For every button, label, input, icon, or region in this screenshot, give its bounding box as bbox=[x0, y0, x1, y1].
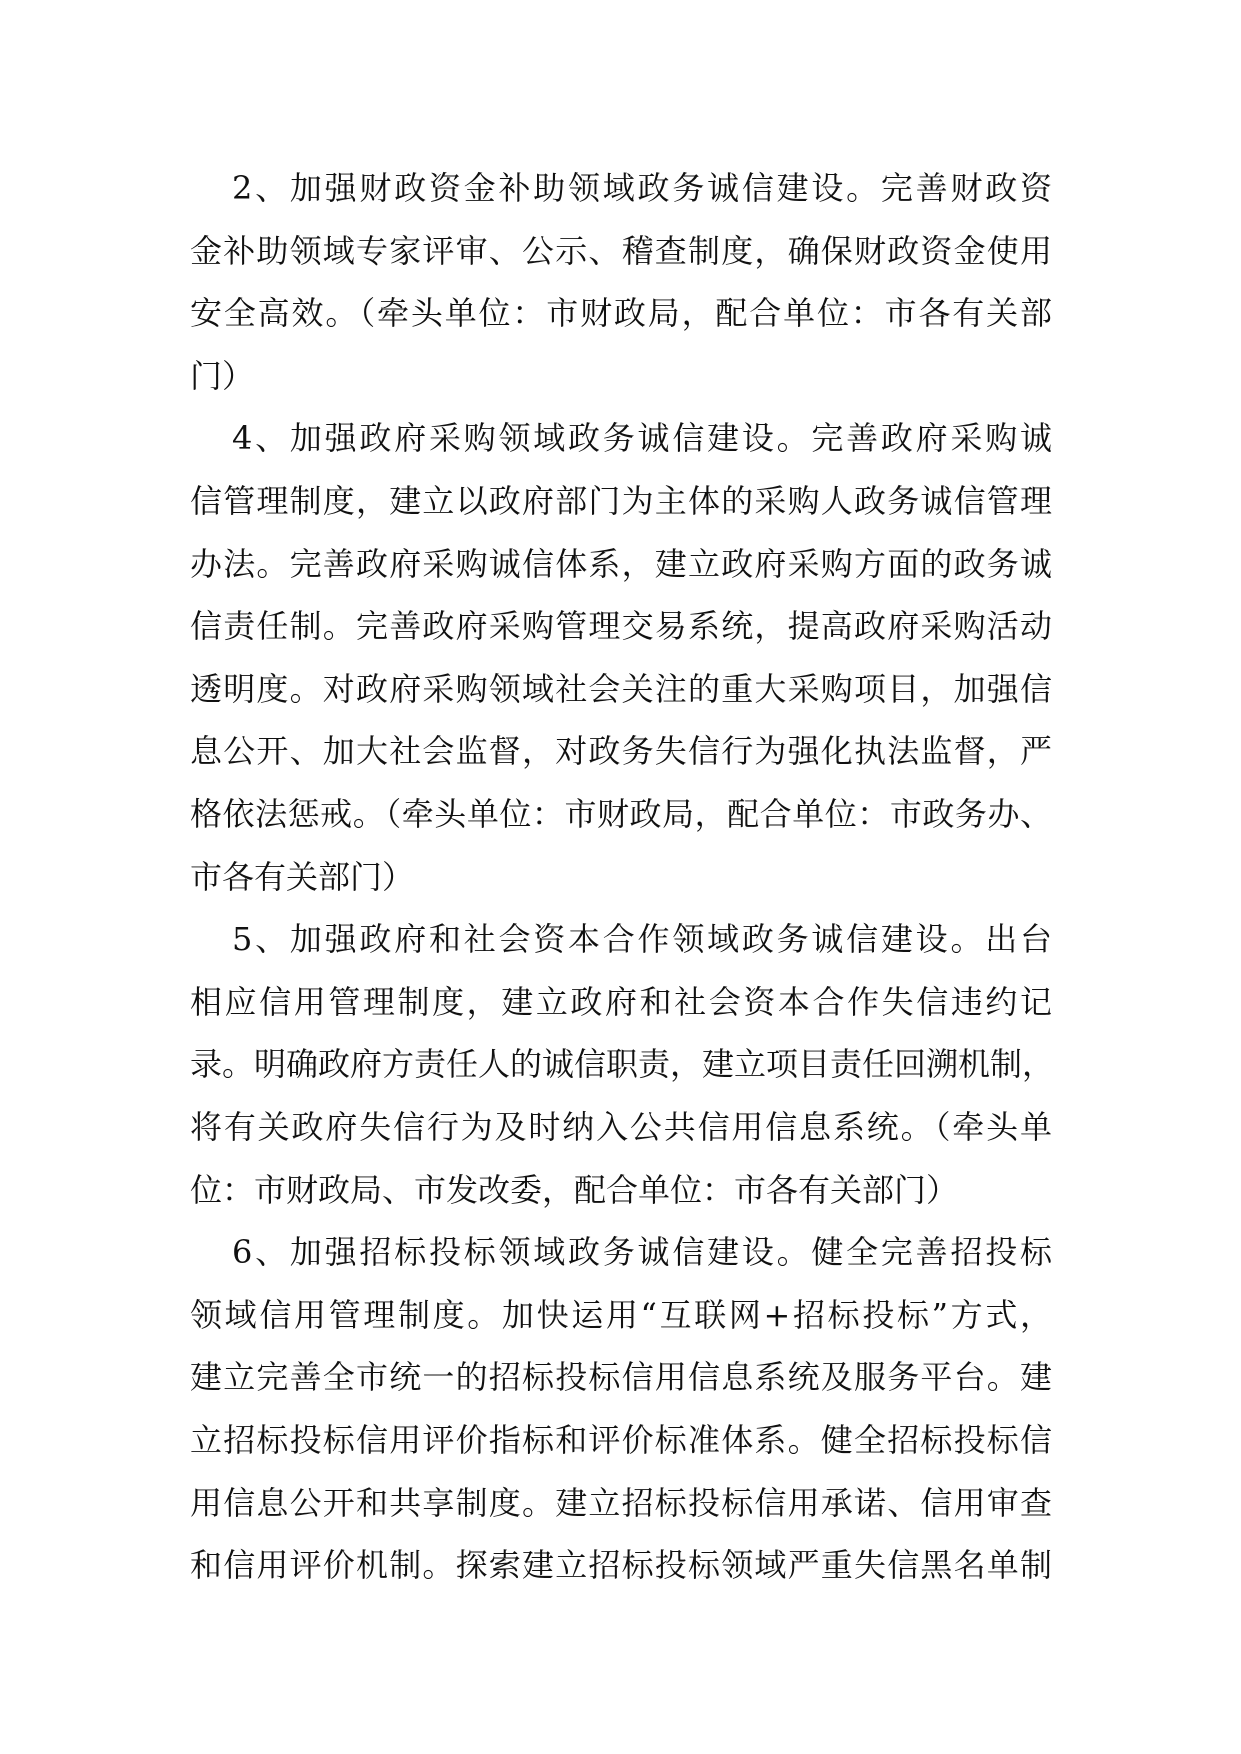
paragraph-line: 安全高效。（牵头单位：市财政局，配合单位：市各有关部 bbox=[190, 294, 1052, 333]
paragraph-line: 办法。完善政府采购诚信体系，建立政府采购方面的政务诚 bbox=[190, 544, 1052, 583]
paragraph-line: 建立完善全市统一的招标投标信用信息系统及服务平台。建 bbox=[190, 1358, 1052, 1397]
paragraph-heading-line: 2、加强财政资金补助领域政务诚信建设。完善财政资 bbox=[232, 169, 1052, 207]
paragraph-line: 用信息公开和共享制度。建立招标投标信用承诺、信用审查 bbox=[190, 1483, 1052, 1522]
paragraph-line: 信管理制度，建立以政府部门为主体的采购人政务诚信管理 bbox=[190, 482, 1052, 520]
paragraph-line: 相应信用管理制度，建立政府和社会资本合作失信违约记 bbox=[190, 982, 1052, 1021]
paragraph-line: 透明度。对政府采购领域社会关注的重大采购项目，加强信 bbox=[190, 669, 1052, 708]
paragraph-heading-line: 6、加强招标投标领域政务诚信建设。健全完善招投标 bbox=[232, 1233, 1052, 1272]
paragraph-line: 门） bbox=[190, 356, 255, 395]
paragraph-line: 信责任制。完善政府采购管理交易系统，提高政府采购活动 bbox=[190, 607, 1052, 646]
paragraph-line: 息公开、加大社会监督，对政务失信行为强化执法监督，严 bbox=[190, 732, 1052, 771]
paragraph-line: 将有关政府失信行为及时纳入公共信用信息系统。（牵头单 bbox=[190, 1108, 1052, 1146]
paragraph-heading-line: 4、加强政府采购领域政务诚信建设。完善政府采购诚 bbox=[232, 419, 1052, 458]
paragraph-line: 位：市财政局、市发改委，配合单位：市各有关部门） bbox=[190, 1170, 959, 1209]
paragraph-heading-line: 5、加强政府和社会资本合作领域政务诚信建设。出台 bbox=[232, 920, 1052, 959]
paragraph-line: 录。明确政府方责任人的诚信职责，建立项目责任回溯机制， bbox=[190, 1045, 1055, 1084]
paragraph-line: 金补助领域专家评审、公示、稽查制度，确保财政资金使用 bbox=[190, 231, 1052, 270]
paragraph-line: 格依法惩戒。（牵头单位：市财政局，配合单位：市政务办、 bbox=[190, 795, 1052, 833]
paragraph-line: 领域信用管理制度。加快运用“互联网+招标投标”方式， bbox=[190, 1295, 1052, 1334]
paragraph-line: 市各有关部门） bbox=[190, 857, 415, 896]
paragraph-line: 和信用评价机制。探索建立招标投标领域严重失信黑名单制 bbox=[190, 1546, 1052, 1585]
paragraph-line: 立招标投标信用评价指标和评价标准体系。健全招标投标信 bbox=[190, 1421, 1052, 1459]
